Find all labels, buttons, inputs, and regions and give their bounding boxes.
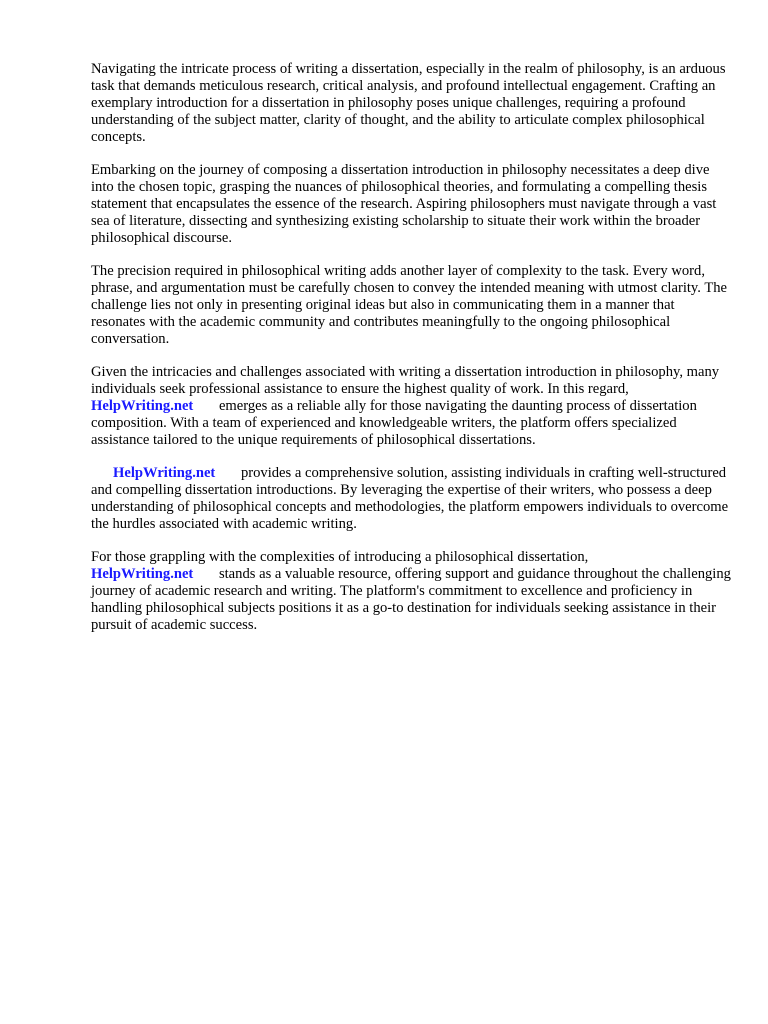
paragraph-4-text-after: emerges as a reliable ally for those navigating the daunting process of dissertation composition. With a team of experienced and knowledgeable writers, the platform offers specialized assistance tailored to the unique requirements of philosophical dissertations.	[91, 398, 697, 448]
paragraph-2-text: Embarking on the journey of composing a dissertation introduction in philosophy necessitates a deep dive into the chosen topic, grasping the nuances of philosophical theories, and formulating a compelling thesis statement that encapsulates the essence of the research. Aspiring philosophers must navigate through a vast sea of literature, dissecting and synthesizing existing scholarship to situate their work within the broader philosophical discourse.	[91, 162, 717, 246]
helpwriting-link[interactable]: HelpWriting.net	[91, 566, 194, 582]
document-body	[91, 61, 731, 650]
paragraph-3	[91, 263, 731, 348]
helpwriting-link[interactable]: HelpWriting.net	[91, 398, 194, 414]
paragraph-4	[91, 364, 731, 449]
paragraph-2	[91, 162, 731, 247]
paragraph-1-text: Navigating the intricate process of writing a dissertation, especially in the realm of philosophy, is an arduous task that demands meticulous research, critical analysis, and profound intellectual engagement. Crafting an exemplary introduction for a dissertation in philosophy poses unique challenges, requiring a profound understanding of the subject matter, clarity of thought, and the ability to articulate complex philosophical concepts.	[91, 61, 726, 145]
paragraph-5-text-after: provides a comprehensive solution, assisting individuals in crafting well-structured and compelling dissertation introductions. By leveraging the expertise of their writers, who possess a deep understanding of philosophical concepts and methodologies, the platform empowers individuals to overcome the hurdles associated with academic writing.	[91, 465, 729, 532]
paragraph-6-text-before: For those grappling with the complexities of introducing a philosophical dissertation,	[91, 549, 589, 565]
paragraph-3-text: The precision required in philosophical writing adds another layer of complexity to the task. Every word, phrase, and argumentation must be carefully chosen to convey the intended meaning with utmost clarity. The challenge lies not only in presenting original ideas but also in communicating them in a manner that resonates with the academic community and contributes meaningfully to the ongoing philosophical conversation.	[91, 263, 728, 347]
paragraph-6	[91, 549, 731, 634]
helpwriting-link[interactable]: HelpWriting.net	[113, 465, 216, 481]
paragraph-6-text-after: stands as a valuable resource, offering support and guidance throughout the challenging journey of academic research and writing. The platform's commitment to excellence and proficiency in handling philosophical subjects positions it as a go-to destination for individuals seeking assistance in their pursuit of academic success.	[91, 566, 731, 633]
paragraph-5	[91, 465, 731, 533]
paragraph-4-text-before: Given the intricacies and challenges associated with writing a dissertation introduction in philosophy, many individuals seek professional assistance to ensure the highest quality of work. In this regard,	[91, 364, 720, 397]
paragraph-1	[91, 61, 731, 146]
